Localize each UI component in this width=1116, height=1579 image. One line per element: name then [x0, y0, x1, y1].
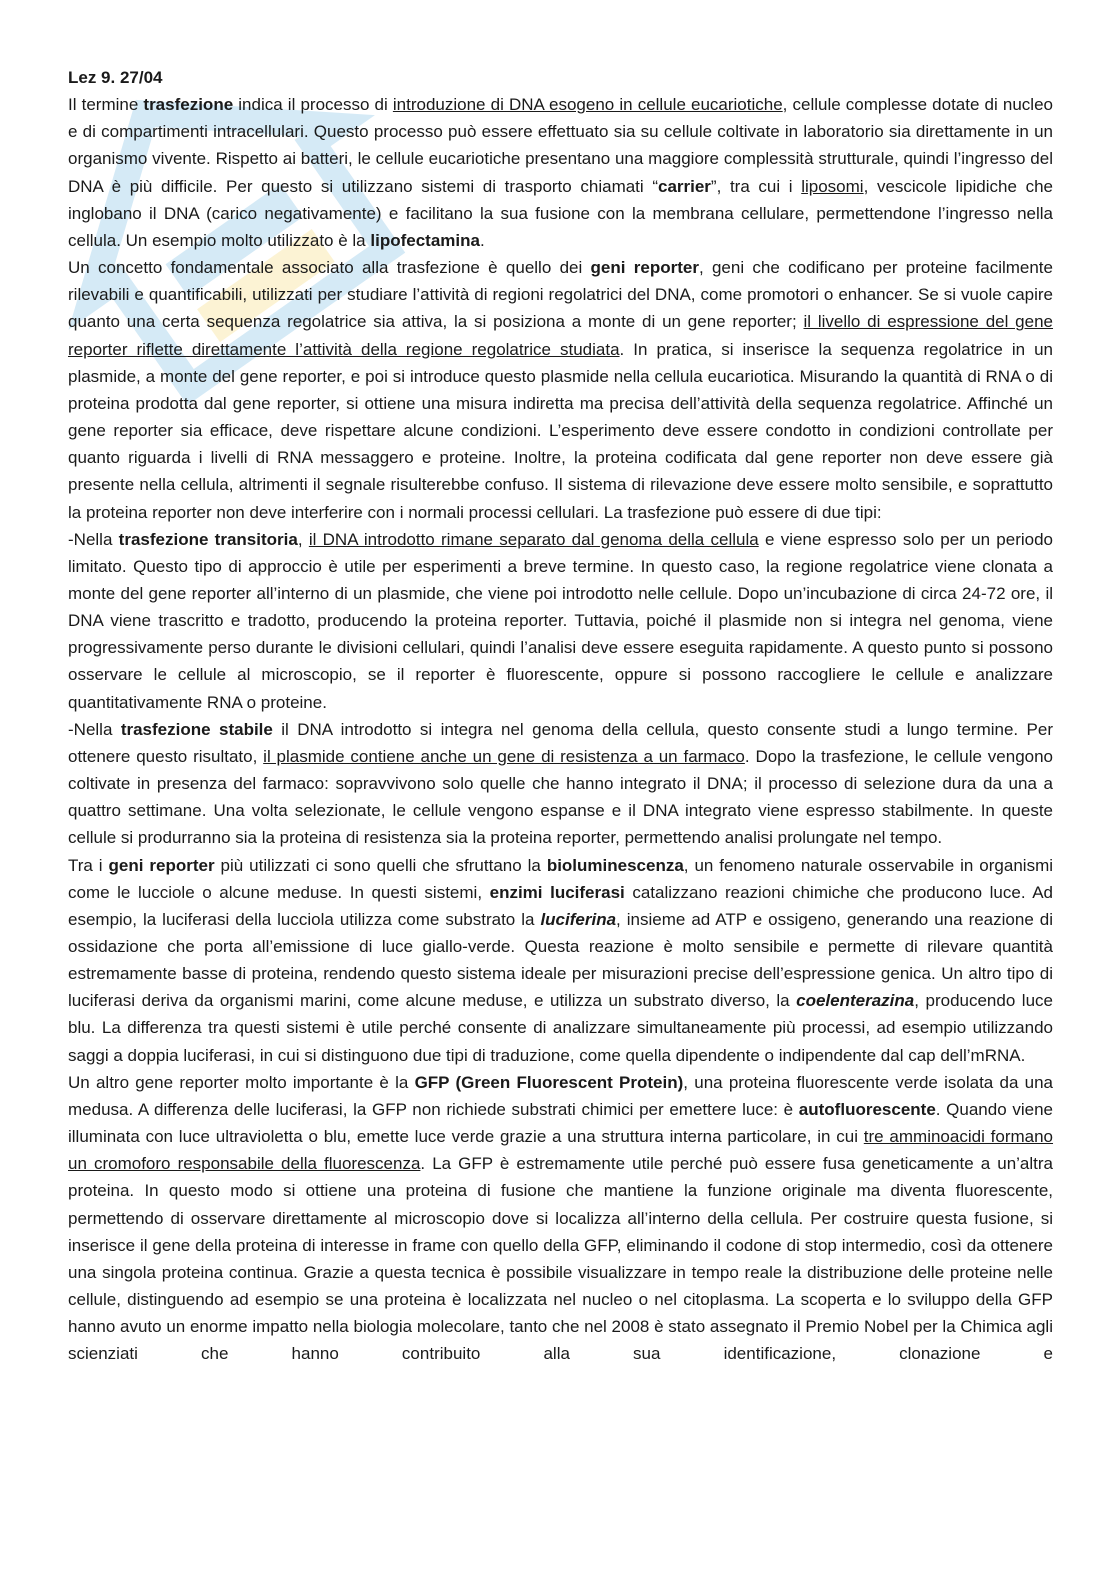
document-body	[68, 64, 1053, 1368]
paragraph-trasfezione-intro: Il termine trasfezione indica il processo di introduzione di DNA esogeno in cellule eucariotiche, cellule complesse dotate di nucleo e di compartimenti intracellulari. Questo processo può essere effettuato sia su cellule coltivate in laboratorio sia direttamente in un organismo vivente. Rispetto ai batteri, le cellule eucariotiche presentano una maggiore complessità strutturale, quindi l’ingresso del DNA è più difficile. Per questo si utilizzano sistemi di trasporto chiamati “carrier”, tra cui i liposomi, vescicole lipidiche che inglobano il DNA (carico negativamente) e facilitano la sua fusione con la membrana cellulare, permettendone l’ingresso nella cellula. Un esempio molto utilizzato è la lipofectamina.	[68, 95, 1053, 250]
paragraph-trasfezione-transitoria: -Nella trasfezione transitoria, il DNA introdotto rimane separato dal genoma della cellula e viene espresso solo per un periodo limitato. Questo tipo di approccio è utile per esperimenti a breve termine. In questo caso, la regione regolatrice viene clonata a monte del gene reporter all’interno di un plasmide, che viene poi introdotto nelle cellule. Dopo un’incubazione di circa 24-72 ore, il DNA viene trascritto e tradotto, producendo la proteina reporter. Tuttavia, poiché il plasmide non si integra nel genoma, viene progressivamente perso durante le divisioni cellulari, quindi l’analisi deve essere eseguita rapidamente. A questo punto si possono osservare le cellule al microscopio, se il reporter è fluorescente, oppure si possono raccogliere le cellule e analizzare quantitativamente RNA o proteine.	[68, 529, 1054, 712]
paragraph-bioluminescenza: Tra i geni reporter più utilizzati ci sono quelli che sfruttano la bioluminescenza, un fenomeno naturale osservabile in organismi come le lucciole o alcune meduse. In questi sistemi, enzimi luciferasi catalizzano reazioni chimiche che producono luce. Ad esempio, la luciferasi della lucciola utilizza come substrato la luciferina, insieme ad ATP e ossigeno, generando una reazione di ossidazione che porta all’emissione di luce giallo-verde. Questa reazione è molto sensibile e permette di rilevare quantità estremamente basse di proteina, rendendo questo sistema ideale per misurazioni precise dell’espressione genica. Un altro tipo di luciferasi deriva da organismi marini, come alcune meduse, e utilizza un substrato diverso, la coelenterazina, producendo luce blu. La differenza tra questi sistemi è utile perché consente di analizzare simultaneamente più processi, ad esempio utilizzando saggi a doppia luciferasi, in cui si distinguono due tipi di traduzione, come quella dipendente o indipendente dal cap dell’mRNA.	[68, 855, 1054, 1065]
paragraph-gfp: Un altro gene reporter molto importante è la GFP (Green Fluorescent Protein), una proteina fluorescente verde isolata da una medusa. A differenza delle luciferasi, la GFP non richiede substrati chimici per emettere luce: è autofluorescente. Quando viene illuminata con luce ultravioletta o blu, emette luce verde grazie a una struttura interna particolare, in cui tre amminoacidi formano un cromoforo responsabile della fluorescenza. La GFP è estremamente utile perché può essere fusa geneticamente a un’altra proteina. In questo modo si ottiene una proteina di fusione che mantiene la funzione originale ma diventa fluorescente, permettendo di osservare direttamente al microscopio dove si localizza all’interno della cellula. Per costruire questa fusione, si inserisce il gene della proteina di interesse in frame con quello della GFP, eliminando il codone di stop intermedio, così da ottenere una singola proteina continua. Grazie a questa tecnica è possibile visualizzare in tempo reale la distribuzione delle proteine nelle cellule, distinguendo ad esempio se una proteina è localizzata nel nucleo o nel citoplasma. La scoperta e lo sviluppo della GFP hanno avuto un enorme impatto nella biologia molecolare, tanto che nel 2008 è stato assegnato il Premio Nobel per la Chimica agli scienziati che hanno contribuito alla sua identificazione, clonazione e	[68, 1072, 1054, 1364]
paragraph-geni-reporter: Un concetto fondamentale associato alla trasfezione è quello dei geni reporter, geni che codificano per proteine facilmente rilevabili e quantificabili, utilizzati per studiare l’attività di regioni regolatrici del DNA, come promotori o enhancer. Se si vuole capire quanto una certa sequenza regolatrice sia attiva, la si posiziona a monte di un gene reporter; il livello di espressione del gene reporter riflette direttamente l’attività della regione regolatrice studiata. In pratica, si inserisce la sequenza regolatrice in un plasmide, a monte del gene reporter, e poi si introduce questo plasmide nella cellula eucariotica. Misurando la quantità di RNA o di proteina prodotta dal gene reporter, si ottiene una misura indiretta ma precisa dell’attività della sequenza regolatrice. Affinché un gene reporter sia efficace, deve rispettare alcune condizioni. L’esperimento deve essere condotto in condizioni controllate per quanto riguarda i livelli di RNA messaggero e proteine. Inoltre, la proteina codificata dal gene reporter non deve essere già presente nella cellula, altrimenti il segnale risulterebbe confuso. Il sistema di rilevazione deve essere molto sensibile, e soprattutto la proteina reporter non deve interferire con i normali processi cellulari. La trasfezione può essere di due tipi:	[68, 258, 1054, 522]
paragraph-trasfezione-stabile: -Nella trasfezione stabile il DNA introdotto si integra nel genoma della cellula, questo consente studi a lungo termine. Per ottenere questo risultato, il plasmide contiene anche un gene di resistenza a un farmaco. Dopo la trasfezione, le cellule vengono coltivate in presenza del farmaco: sopravvivono solo quelle che hanno integrato il DNA; il processo di selezione dura da una a quattro settimane. Una volta selezionate, le cellule vengono espanse e il DNA integrato viene espresso stabilmente. In queste cellule si produrranno sia la proteina di resistenza sia la proteina reporter, permettendo analisi prolungate nel tempo.	[68, 719, 1054, 848]
lecture-header: Lez 9. 27/04	[68, 68, 163, 87]
